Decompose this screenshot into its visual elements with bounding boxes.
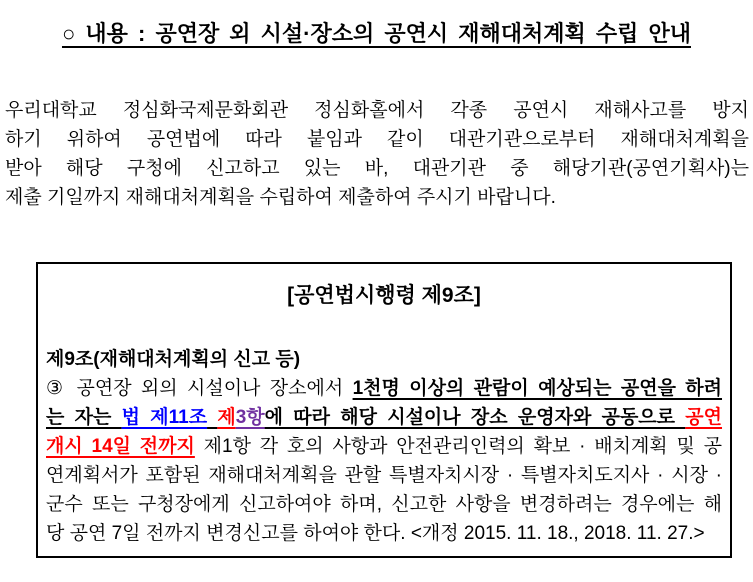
intro-line: 받아 해당 구청에 신고하고 있는 바, 대관기관 중 해당기관(공연기획사)는 (5, 158, 749, 179)
deadline-red: 개시 14일 전까지 (46, 436, 195, 457)
law-box-heading: [공연법시행령 제9조] (287, 284, 481, 307)
performance-red: 공연 (685, 407, 723, 428)
clause-segment: 에 따라 해당 시설이나 장소 운영자와 공동으로 (264, 407, 686, 428)
clause-line-6: 당 공연 7일 전까지 변경신고를 하여야 한다. <개정 2015. 11. 18., 2018. 11. 27.> (46, 523, 705, 544)
page-title (0, 17, 753, 48)
clause-line-4: 연계획서가 포함된 재해대처계획을 관할 특별자치시장 · 특별자치도지사 · 시장 · (46, 465, 722, 486)
law-quote-box (36, 262, 732, 558)
law-box-body (46, 345, 722, 548)
intro-line: 제출 기일까지 재해대처계획을 수립하여 제출하여 주시기 바랍니다. (5, 187, 556, 208)
intro-line: 하기 위하여 공연법에 따라 붙임과 같이 대관기관으로부터 재해대처계획을 (5, 129, 749, 150)
clause-segment: 제1항 각 호의 사항과 안전관리인력의 확보 · 배치계획 및 공 (194, 436, 722, 457)
clause-space (207, 407, 217, 428)
law-reference-purple: 3항 (235, 407, 265, 428)
clause-line-2 (46, 403, 722, 432)
clause-segment: 는 자는 (46, 407, 122, 428)
clause-line-5: 군수 또는 구청장에게 신고하여야 하며, 신고한 사항을 변경하려는 경우에는 해 (46, 494, 722, 515)
clause-line-3 (46, 432, 722, 461)
intro-line: 우리대학교 정심화국제문화회관 정심화홀에서 각종 공연시 재해사고를 방지 (5, 100, 749, 121)
law-reference-blue: 법 제11조 (121, 407, 208, 428)
clause-emphasis: 1천명 이상의 관람이 예상되는 공연을 하려 (352, 378, 723, 399)
article-title: 제9조(재해대처계획의 신고 등) (46, 349, 301, 370)
intro-paragraph (5, 96, 749, 212)
page-title-text: ○ 내용 : 공연장 외 시설·장소의 공연시 재해대처계획 수립 안내 (61, 21, 691, 46)
law-reference-red: 제 (217, 407, 236, 428)
clause-line-1 (46, 374, 722, 403)
clause-prefix: ③ 공연장 외의 시설이나 장소에서 (46, 378, 353, 399)
